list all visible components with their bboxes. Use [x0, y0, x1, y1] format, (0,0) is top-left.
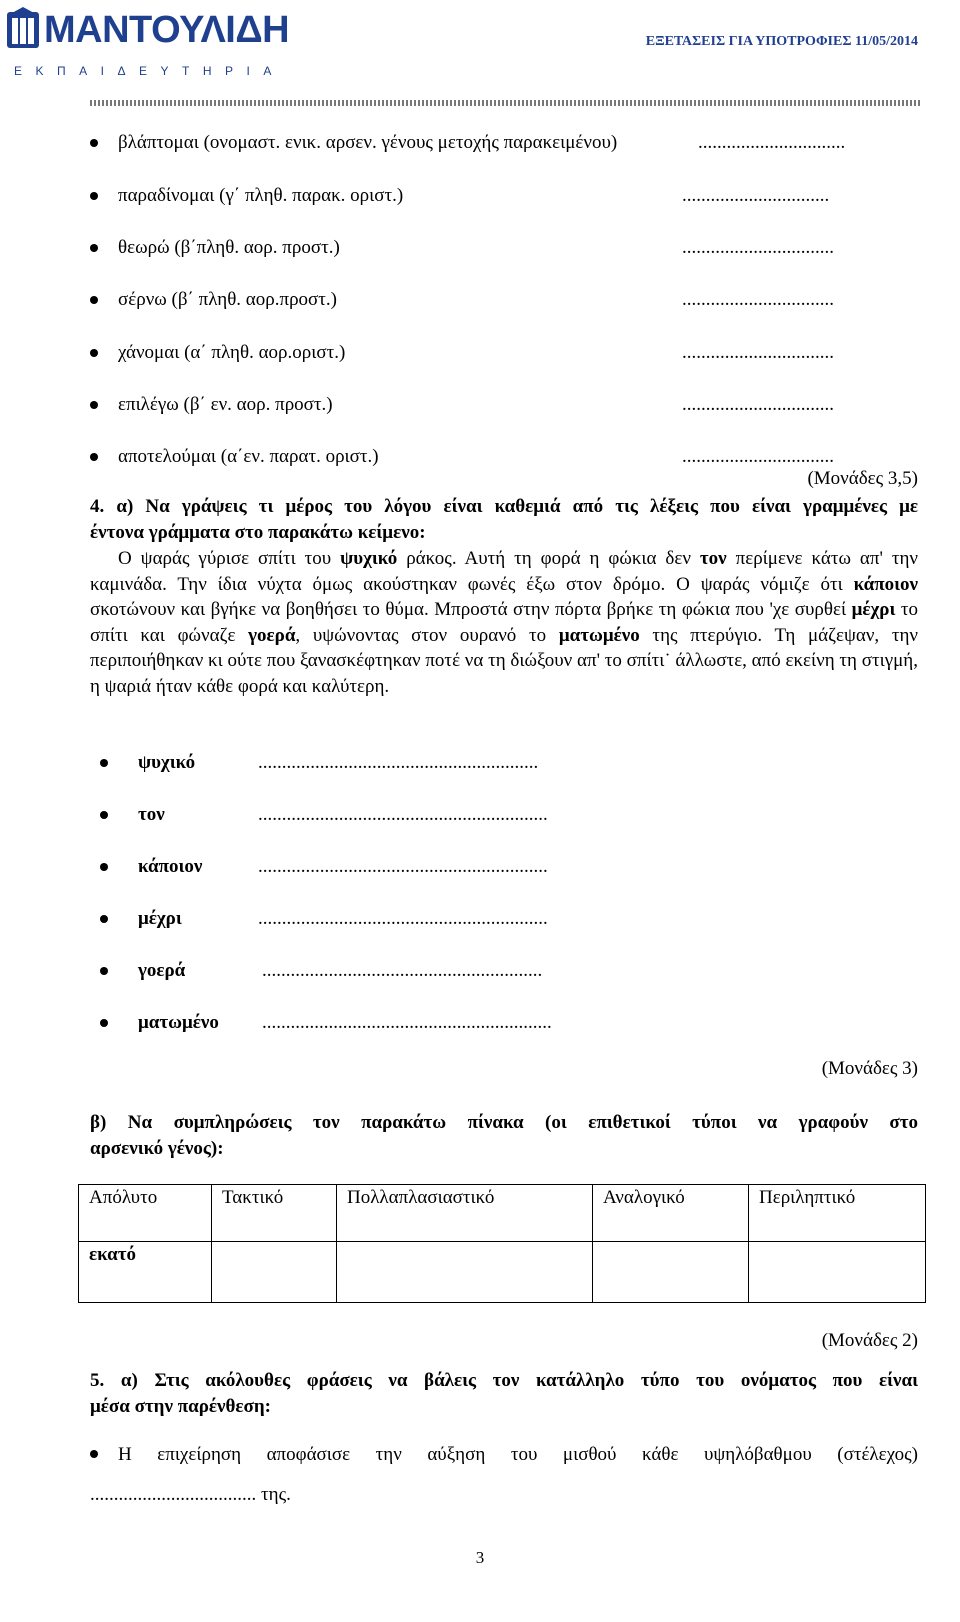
table-row	[79, 1242, 926, 1303]
passage-segment: της πτερύγιο. Τη μάζεψαν, την περιποιήθηκαν κι ούτε που ξανασκέφτηκαν ποτέ να τη διώξουν απ' το σπίτι˙ άλλωστε, από εκείνη τη στιγμή, η ψαριά ήταν κάθε φορά και καλύτερη.	[90, 624, 919, 697]
answer-blank[interactable]: .............................................................	[258, 908, 548, 929]
numerals-table	[78, 1184, 926, 1303]
passage-segment: σκοτώνουν και βγήκε να βοηθήσει το θύμα. Μπροστά στην πόρτα βρήκε τη φώκια που 'χε συρθεί	[90, 599, 852, 620]
bullet-icon	[100, 811, 108, 819]
verb-item-label: χάνομαι (α΄ πληθ. αορ.οριστ.)	[118, 342, 346, 363]
highlighted-word: μέχρι	[851, 599, 896, 620]
question-5-heading-line1: 5. α) Στις ακόλουθες φράσεις να βάλεις τον κατάλληλο τύπο του ονόματος που είναι	[90, 1370, 918, 1391]
highlighted-word: ματωμένο	[558, 624, 640, 646]
bullet-icon	[90, 349, 98, 357]
verb-item-label: επιλέγω (β΄ εν. αορ. προστ.)	[118, 394, 333, 415]
bullet-icon	[90, 1450, 98, 1458]
answer-blank[interactable]: .............................................................	[258, 856, 548, 877]
verb-item-label: παραδίνομαι (γ΄ πληθ. παρακ. οριστ.)	[118, 185, 404, 206]
bullet-icon	[90, 192, 98, 200]
bullet-icon	[100, 863, 108, 871]
passage-segment: περίμενε κάτω απ' την καμινάδα. Την ίδια νύχτα όμως ακούστηκαν φωνές έξω στον δρόμο. Ο ψαράς νόμιζε ότι	[90, 548, 919, 595]
highlighted-word: τον	[699, 548, 727, 569]
answer-blank[interactable]: ...............................	[682, 185, 830, 206]
passage-segment: το σπίτι και φώναζε	[90, 599, 918, 646]
exam-title: ΕΞΕΤΑΣΕΙΣ ΓΙΑ ΥΠΟΤΡΟΦΙΕΣ 11/05/2014	[645, 34, 918, 49]
answer-blank[interactable]: ...............................	[698, 132, 846, 153]
logo-emblem-icon	[6, 6, 40, 50]
question-5-item-line2[interactable]: ................................... της.	[90, 1484, 291, 1505]
bullet-icon	[90, 244, 98, 252]
word-label: ψυχικό	[138, 752, 196, 773]
verb-item-label: βλάπτομαι (ονομαστ. ενικ. αρσεν. γένους μετοχής παρακειμένου)	[118, 132, 618, 153]
table-cell: Περιληπτικό	[749, 1185, 926, 1242]
passage-segment: , υψώνοντας στον ουρανό το	[295, 624, 559, 646]
bullet-icon	[90, 401, 98, 409]
table-header-row	[79, 1185, 926, 1242]
bullet-icon	[90, 453, 98, 461]
bullet-icon	[100, 1019, 108, 1027]
passage-segment: ράκος. Αυτή τη φορά η φώκια δεν	[397, 548, 700, 569]
answer-blank[interactable]: ................................	[682, 394, 834, 415]
passage-text	[90, 546, 918, 699]
word-label: γοερά	[138, 960, 186, 981]
bullet-icon	[90, 139, 98, 147]
page-number: 3	[475, 1548, 485, 1567]
bullet-icon	[100, 967, 108, 975]
header-divider	[90, 100, 920, 106]
question-4b-heading-line2: αρσενικό γένος):	[90, 1138, 224, 1159]
table-cell: Πολλαπλασιαστικό	[337, 1185, 593, 1242]
answer-blank[interactable]: .............................................................	[262, 1012, 552, 1033]
verb-item-label: θεωρώ (β΄πληθ. αορ. προστ.)	[118, 237, 340, 258]
question-4-heading-line2: έντονα γράμματα στο παρακάτω κείμενο:	[90, 522, 426, 543]
verb-item-label: αποτελούμαι (α΄εν. παρατ. οριστ.)	[118, 446, 379, 467]
table-cell-empty[interactable]	[212, 1242, 337, 1303]
word-label: τον	[138, 804, 165, 825]
answer-blank[interactable]: ...........................................................	[258, 752, 539, 773]
word-label: κάποιον	[138, 856, 203, 877]
question-5-item-line1: Η επιχείρηση αποφάσισε την αύξηση του μισθού κάθε υψηλόβαθμου (στέλεχος)	[118, 1444, 918, 1465]
word-label: μέχρι	[138, 908, 182, 929]
answer-blank[interactable]: .............................................................	[258, 804, 548, 825]
answer-blank[interactable]: ................................	[682, 237, 834, 258]
highlighted-word: κάποιον	[853, 573, 918, 595]
question-4b-heading-line1: β) Να συμπληρώσεις τον παρακάτω πίνακα (οι επιθετικοί τύποι να γραφούν στο	[90, 1112, 918, 1133]
score-label-q4b: (Μονάδες 2)	[821, 1330, 918, 1351]
word-label: ματωμένο	[138, 1012, 219, 1033]
table-cell: Αναλογικό	[593, 1185, 749, 1242]
bullet-icon	[90, 296, 98, 304]
logo-subtitle: ΕΚΠΑΙΔΕΥΤΗΡΙΑ	[14, 64, 285, 78]
table-cell: εκατό	[79, 1242, 212, 1303]
table-cell: Τακτικό	[212, 1185, 337, 1242]
answer-blank[interactable]: ................................	[682, 446, 834, 467]
bullet-icon	[100, 759, 108, 767]
answer-blank[interactable]: ...........................................................	[262, 960, 543, 981]
passage-segment: Ο ψαράς γύρισε σπίτι του	[118, 548, 341, 569]
answer-blank[interactable]: ................................	[682, 342, 834, 363]
table-cell-empty[interactable]	[337, 1242, 593, 1303]
bullet-icon	[100, 915, 108, 923]
highlighted-word: γοερά	[248, 624, 296, 646]
verb-item-label: σέρνω (β΄ πληθ. αορ.προστ.)	[118, 289, 338, 310]
highlighted-word: ψυχικό	[340, 548, 398, 569]
logo	[6, 6, 296, 80]
question-4-heading-line1: 4. α) Να γράψεις τι μέρος του λόγου είναι καθεμιά από τις λέξεις που είναι γραμμένες με	[90, 496, 918, 517]
table-cell: Απόλυτο	[79, 1185, 212, 1242]
question-5-heading-line2: μέσα στην παρένθεση:	[90, 1396, 271, 1417]
answer-blank[interactable]: ................................	[682, 289, 834, 310]
score-label-q4a: (Μονάδες 3)	[821, 1058, 918, 1079]
logo-name: ΜΑΝΤΟΥΛΙΔΗ	[44, 9, 290, 51]
table-cell-empty[interactable]	[593, 1242, 749, 1303]
table-cell-empty[interactable]	[749, 1242, 926, 1303]
score-label: (Μονάδες 3,5)	[807, 468, 918, 489]
